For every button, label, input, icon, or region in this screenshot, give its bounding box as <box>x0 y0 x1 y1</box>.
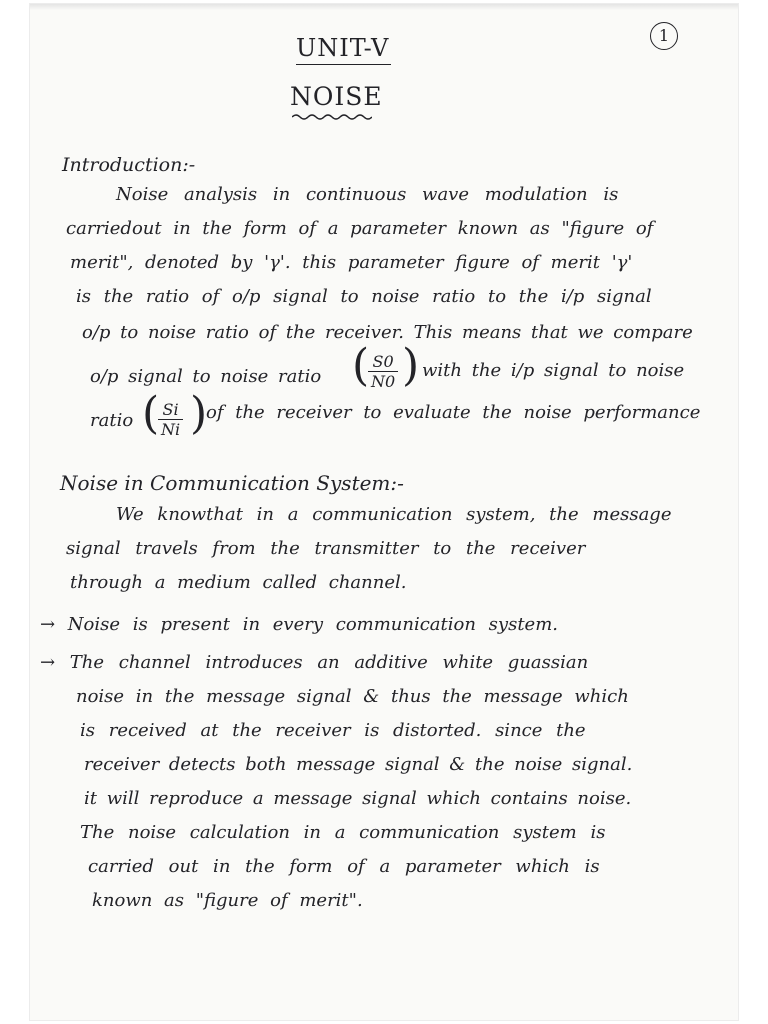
intro-line-6: o/p signal to noise ratio <box>90 366 322 387</box>
comm-line-3: through a medium called channel. <box>70 572 407 593</box>
fraction-close-paren-2: ) <box>190 388 208 439</box>
fraction-input-denominator: Ni <box>161 420 181 439</box>
fraction-input-snr <box>158 400 183 439</box>
bullet-cont-line-6: carried out in the form of a parameter which is <box>88 856 600 877</box>
bullet-cont-line-1: noise in the message signal & thus the message which <box>76 686 629 707</box>
fraction-open-paren-2: ( <box>142 388 160 439</box>
intro-line-5: o/p to noise ratio of the receiver. This means that we compare <box>82 322 693 343</box>
page-number: 1 <box>650 22 678 50</box>
fraction-output-snr <box>368 352 398 391</box>
intro-line-7: with the i/p signal to noise <box>422 360 685 381</box>
intro-line-4: is the ratio of o/p signal to noise ratio to the i/p signal <box>76 286 652 307</box>
bullet-cont-line-7: known as "figure of merit". <box>92 890 363 911</box>
comm-line-2: signal travels from the transmitter to the receiver <box>66 538 586 559</box>
unit-title: UNIT-V <box>296 34 390 62</box>
fraction-close-paren: ) <box>402 340 420 391</box>
bullet-cont-line-2: is received at the receiver is distorted. since the <box>80 720 586 741</box>
bullet-cont-line-3: receiver detects both message signal & the noise signal. <box>84 754 633 775</box>
intro-line-3: merit", denoted by 'γ'. this parameter figure of merit 'γ' <box>70 252 633 273</box>
intro-line-8: ratio <box>90 410 134 431</box>
introduction-heading: Introduction:- <box>62 154 196 176</box>
bullet-cont-line-5: The noise calculation in a communication system is <box>80 822 606 843</box>
topic-squiggle-underline <box>292 112 372 122</box>
topic-title: NOISE <box>290 82 383 111</box>
fraction-output-numerator: S0 <box>368 352 398 372</box>
bullet-cont-line-4: it will reproduce a message signal which contains noise. <box>84 788 632 809</box>
fraction-open-paren: ( <box>352 340 370 391</box>
bullet-line-2: → The channel introduces an additive white guassian <box>40 652 589 673</box>
communication-system-heading: Noise in Communication System:- <box>60 471 404 495</box>
fraction-input-numerator: Si <box>158 400 183 420</box>
bullet-line-1: → Noise is present in every communication system. <box>40 614 559 635</box>
comm-line-1: We knowthat in a communication system, the message <box>116 504 672 525</box>
intro-line-9: of the receiver to evaluate the noise performance <box>206 402 701 423</box>
unit-title-underline <box>296 64 391 65</box>
notebook-page <box>30 4 738 1020</box>
intro-line-1: Noise analysis in continuous wave modulation is <box>116 184 619 205</box>
fraction-output-denominator: N0 <box>371 372 396 391</box>
intro-line-2: carriedout in the form of a parameter known as "figure of <box>66 218 654 239</box>
page-edge <box>30 4 738 10</box>
